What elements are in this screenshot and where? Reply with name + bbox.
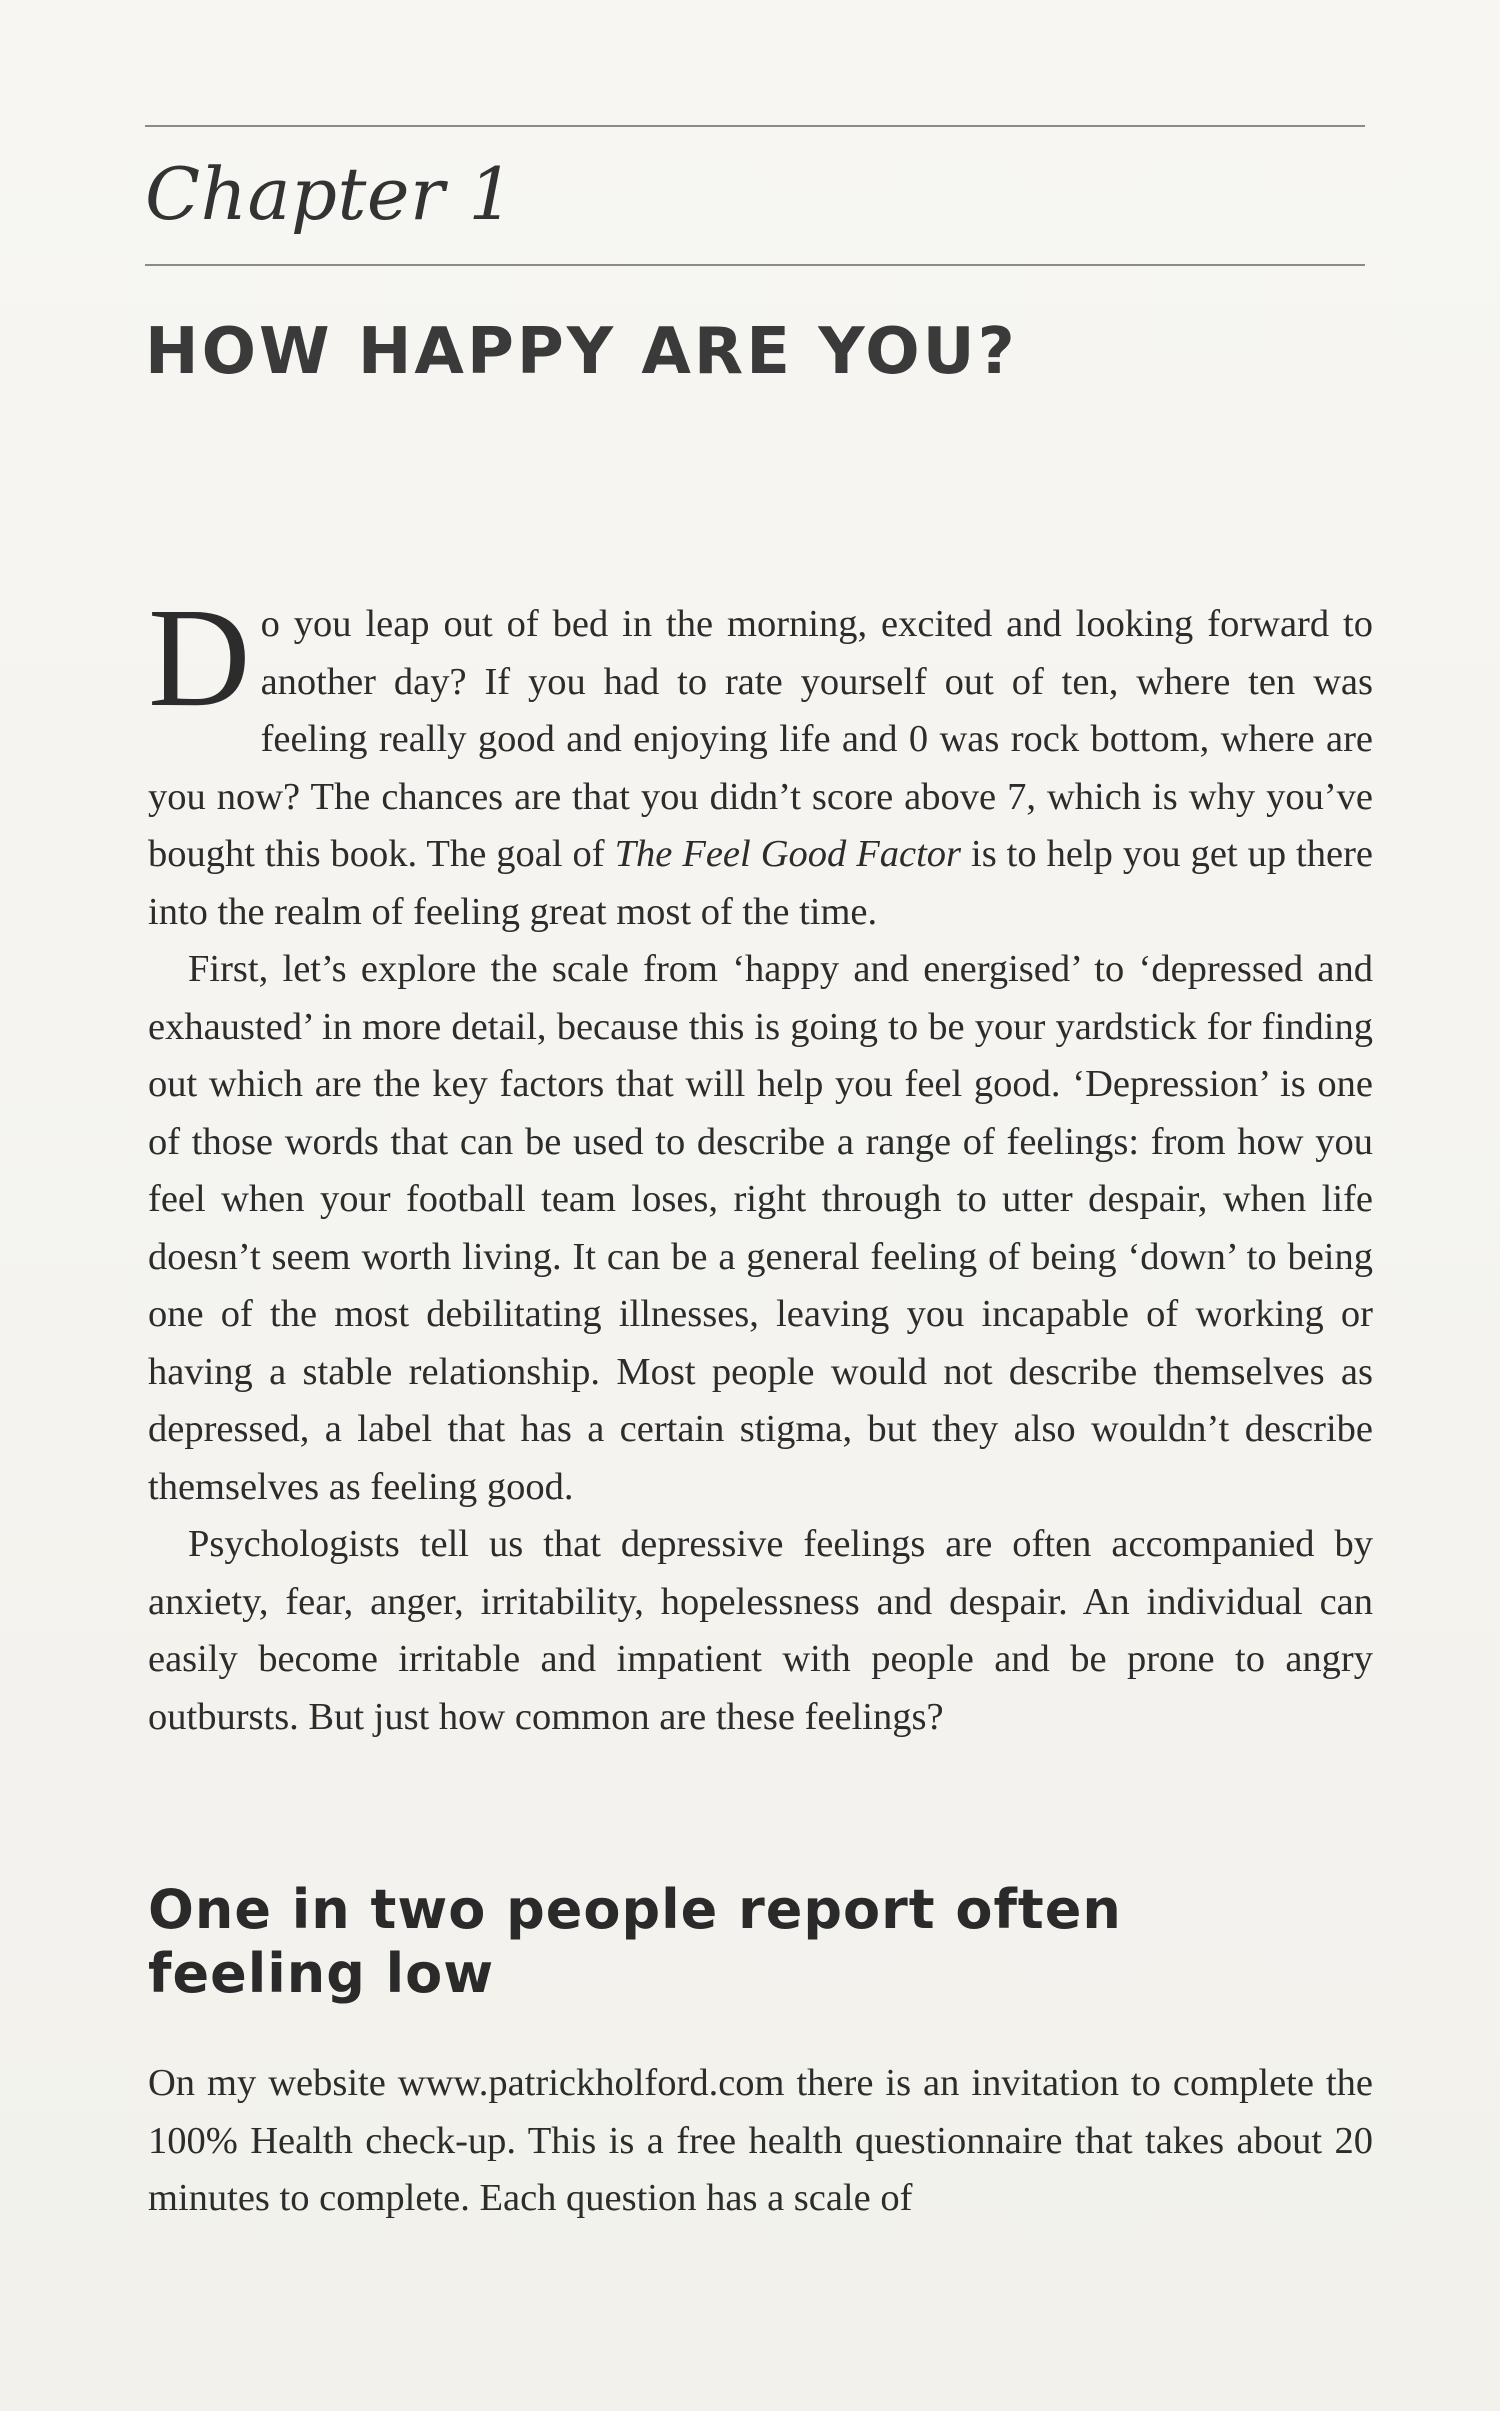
intro-paragraph-1 [148,578,1374,941]
chapter-title: HOW HAPPY ARE YOU? [145,315,1018,389]
section-paragraph-1: On my website www.patrickholford.com there is an invitation to complete the 100% Health check-up. This is a free health questionnaire that takes about 20 minutes to complete. Each question has a scale of [148,2062,1373,2219]
intro-p1-text-a: o you leap out of bed in the morning, excited and looking forward to another day? If you had to rate yourself out of ten, where ten was feeling really good and enjoying life and 0 was rock bottom, where are you now? The chances are that you didn’t score above 7, which is why you’ve bought this book. The goal of [148,603,1373,875]
intro-paragraph-2: First, let’s explore the scale from ‘happy and energised’ to ‘depressed and exhausted’ in more detail, because this is going to be your yardstick for finding out which are the key factors that will help you feel good. ‘Depression’ is one of those words that can be used to describe a range of feelings: from how you feel when your football team loses, right through to utter despair, when life doesn’t seem worth living. It can be a general feeling of being ‘down’ to being one of the most debilitating illnesses, leaving you incapable of working or having a stable relationship. Most people would not describe themselves as depressed, a label that has a certain stigma, but they also wouldn’t describe themselves as feeling good. [148,948,1373,1508]
drop-cap: D [148,578,251,736]
chapter-label: Chapter 1 [145,152,515,236]
intro-paragraph-3: Psychologists tell us that depressive feelings are often accompanied by anxiety, fear, anger, irritability, hopelessness and despair. An individual can easily become irritable and impatient with people and be prone to angry outbursts. But just how common are these feelings? [148,1523,1373,1738]
section-heading-line-2: feeling low [148,1942,495,2005]
intro-p1-text-b: is to help you get up there into the realm of feeling great most of the time. [148,833,1374,933]
intro-section [148,578,1374,1746]
book-title: The Feel Good Factor [614,833,962,875]
section-body [148,2055,1373,2228]
section-heading [148,1878,1248,2006]
section-heading-line-1: One in two people report often [148,1878,1122,1941]
chapter-rule [145,264,1365,266]
top-rule [145,125,1365,127]
